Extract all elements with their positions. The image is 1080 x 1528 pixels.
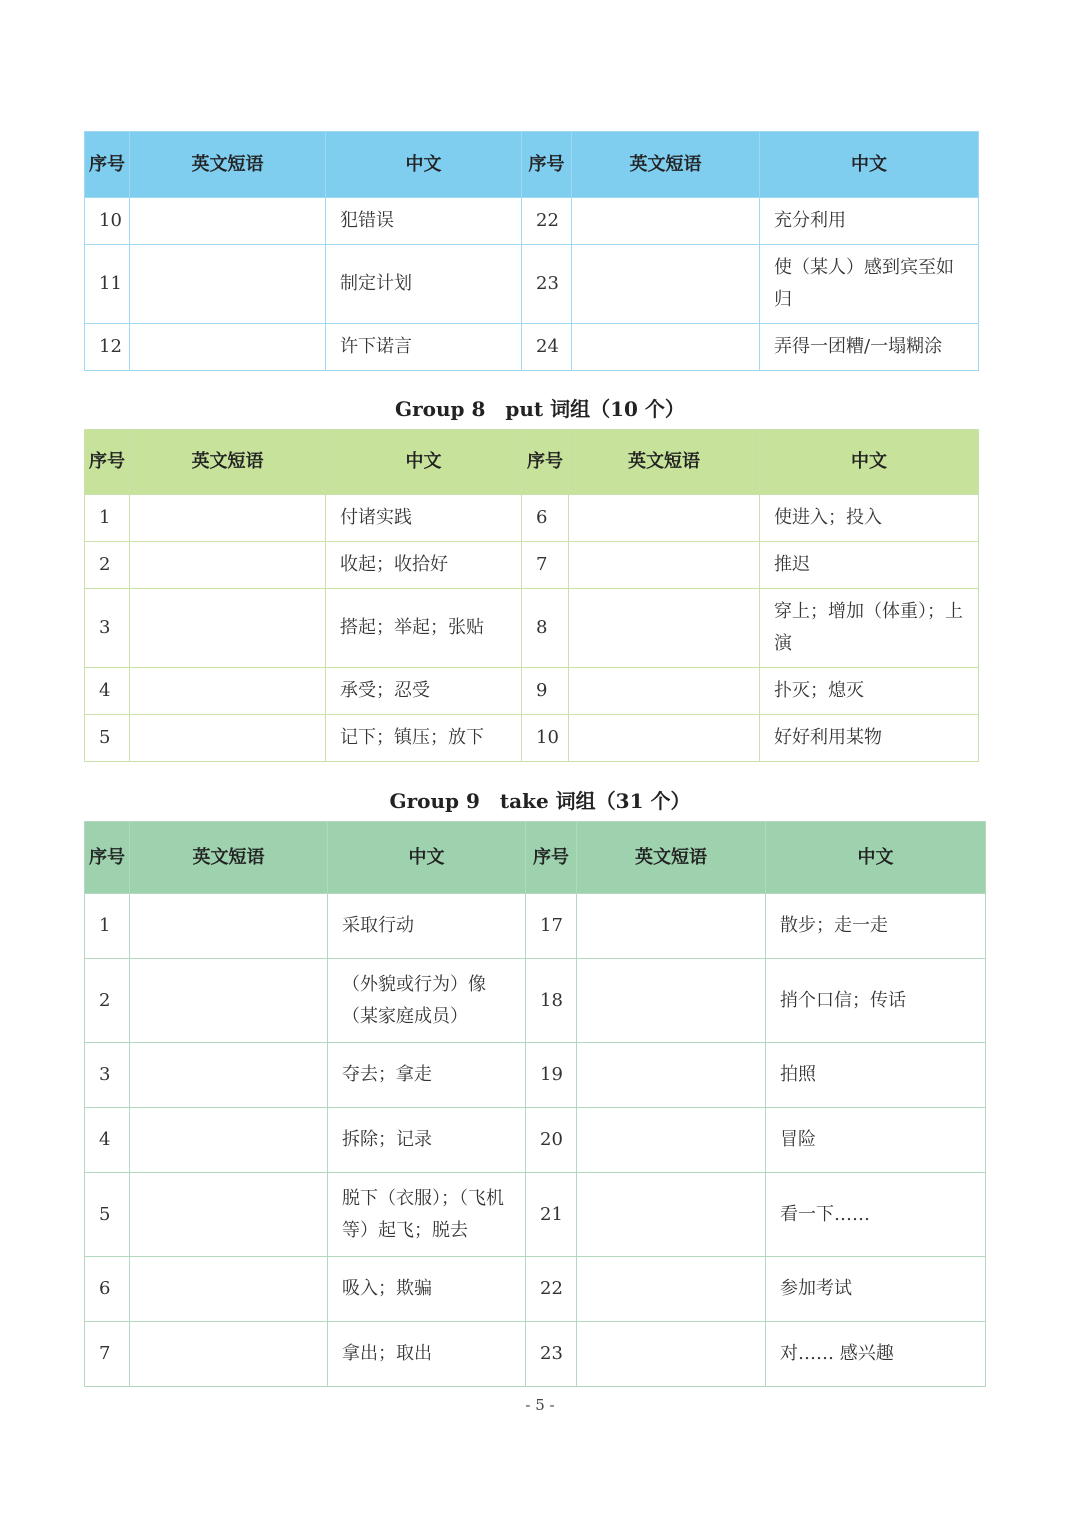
- english-phrase-cell: [572, 198, 760, 245]
- chinese-cell: 看一下……: [766, 1173, 986, 1257]
- chinese-cell: 制定计划: [326, 245, 522, 324]
- row-number: 4: [85, 668, 130, 715]
- table-row: [85, 198, 979, 245]
- english-phrase-cell: [130, 1322, 328, 1387]
- chinese-cell: 记下；镇压；放下: [326, 715, 522, 762]
- row-number: 22: [526, 1257, 577, 1322]
- row-number: 10: [85, 198, 130, 245]
- row-number: 4: [85, 1108, 130, 1173]
- table-row: [85, 1173, 986, 1257]
- chinese-cell: 参加考试: [766, 1257, 986, 1322]
- table-row: [85, 715, 979, 762]
- chinese-cell: 使（某人）感到宾至如归: [760, 245, 979, 324]
- row-number: 24: [522, 324, 572, 371]
- english-phrase-cell: [577, 1043, 766, 1108]
- row-number: 7: [522, 542, 569, 589]
- english-phrase-cell: [130, 668, 326, 715]
- row-number: 19: [526, 1043, 577, 1108]
- header-seq: 序号: [85, 132, 130, 198]
- chinese-cell: 冒险: [766, 1108, 986, 1173]
- header-chinese: 中文: [326, 132, 522, 198]
- chinese-cell: 脱下（衣服）；（飞机等）起飞；脱去: [328, 1173, 526, 1257]
- row-number: 10: [522, 715, 569, 762]
- row-number: 18: [526, 959, 577, 1043]
- row-number: 11: [85, 245, 130, 324]
- english-phrase-cell: [130, 495, 326, 542]
- chinese-cell: 对…… 感兴趣: [766, 1322, 986, 1387]
- english-phrase-cell: [569, 589, 760, 668]
- english-phrase-cell: [130, 245, 326, 324]
- page-number: - 5 -: [525, 1396, 555, 1414]
- table-row: [85, 668, 979, 715]
- chinese-cell: 扑灭；熄灭: [760, 668, 979, 715]
- english-phrase-cell: [130, 959, 328, 1043]
- header-chinese: 中文: [766, 822, 986, 894]
- table-row: [85, 324, 979, 371]
- english-phrase-cell: [577, 959, 766, 1043]
- header-english: 英文短语: [130, 430, 326, 495]
- chinese-cell: 使进入；投入: [760, 495, 979, 542]
- header-seq: 序号: [85, 430, 130, 495]
- chinese-cell: 拆除；记录: [328, 1108, 526, 1173]
- row-number: 20: [526, 1108, 577, 1173]
- english-phrase-cell: [572, 245, 760, 324]
- english-phrase-cell: [130, 589, 326, 668]
- english-phrase-cell: [130, 542, 326, 589]
- row-number: 17: [526, 894, 577, 959]
- header-seq: 序号: [522, 430, 569, 495]
- english-phrase-cell: [577, 894, 766, 959]
- header-english: 英文短语: [130, 132, 326, 198]
- english-phrase-cell: [569, 715, 760, 762]
- table-continued: [84, 131, 979, 371]
- header-english: 英文短语: [577, 822, 766, 894]
- row-number: 3: [85, 589, 130, 668]
- chinese-cell: 犯错误: [326, 198, 522, 245]
- header-chinese: 中文: [760, 132, 979, 198]
- header-seq: 序号: [526, 822, 577, 894]
- table-header-row: [85, 822, 986, 894]
- chinese-cell: 捎个口信；传话: [766, 959, 986, 1043]
- english-phrase-cell: [569, 495, 760, 542]
- header-english: 英文短语: [572, 132, 760, 198]
- chinese-cell: 搭起；举起；张贴: [326, 589, 522, 668]
- english-phrase-cell: [577, 1322, 766, 1387]
- row-number: 5: [85, 1173, 130, 1257]
- row-number: 6: [522, 495, 569, 542]
- chinese-cell: 穿上；增加（体重）；上演: [760, 589, 979, 668]
- english-phrase-cell: [572, 324, 760, 371]
- table-row: [85, 589, 979, 668]
- row-number: 1: [85, 495, 130, 542]
- chinese-cell: （外貌或行为）像（某家庭成员）: [328, 959, 526, 1043]
- row-number: 7: [85, 1322, 130, 1387]
- row-number: 1: [85, 894, 130, 959]
- table-header-row: [85, 132, 979, 198]
- row-number: 22: [522, 198, 572, 245]
- english-phrase-cell: [130, 1108, 328, 1173]
- english-phrase-cell: [577, 1108, 766, 1173]
- row-number: 9: [522, 668, 569, 715]
- header-english: 英文短语: [130, 822, 328, 894]
- english-phrase-cell: [130, 1257, 328, 1322]
- row-number: 23: [526, 1322, 577, 1387]
- chinese-cell: 夺去；拿走: [328, 1043, 526, 1108]
- table-row: [85, 894, 986, 959]
- english-phrase-cell: [130, 324, 326, 371]
- table-row: [85, 1257, 986, 1322]
- english-phrase-cell: [130, 1173, 328, 1257]
- chinese-cell: 弄得一团糟/一塌糊涂: [760, 324, 979, 371]
- header-seq: 序号: [522, 132, 572, 198]
- header-chinese: 中文: [328, 822, 526, 894]
- table-group-9: [84, 821, 986, 1387]
- row-number: 12: [85, 324, 130, 371]
- table-header-row: [85, 430, 979, 495]
- english-phrase-cell: [130, 198, 326, 245]
- table-row: [85, 1322, 986, 1387]
- header-chinese: 中文: [760, 430, 979, 495]
- chinese-cell: 付诸实践: [326, 495, 522, 542]
- chinese-cell: 推迟: [760, 542, 979, 589]
- table-group-8: [84, 429, 979, 762]
- english-phrase-cell: [577, 1173, 766, 1257]
- english-phrase-cell: [577, 1257, 766, 1322]
- table-row: [85, 542, 979, 589]
- table-row: [85, 1108, 986, 1173]
- group-9-title: Group 9 take 词组（31 个）: [389, 789, 691, 813]
- chinese-cell: 吸入；欺骗: [328, 1257, 526, 1322]
- chinese-cell: 拍照: [766, 1043, 986, 1108]
- chinese-cell: 充分利用: [760, 198, 979, 245]
- chinese-cell: 采取行动: [328, 894, 526, 959]
- chinese-cell: 承受；忍受: [326, 668, 522, 715]
- group-8-title: Group 8 put 词组（10 个）: [395, 397, 685, 421]
- english-phrase-cell: [569, 542, 760, 589]
- row-number: 3: [85, 1043, 130, 1108]
- row-number: 2: [85, 959, 130, 1043]
- row-number: 5: [85, 715, 130, 762]
- row-number: 21: [526, 1173, 577, 1257]
- row-number: 6: [85, 1257, 130, 1322]
- chinese-cell: 好好利用某物: [760, 715, 979, 762]
- row-number: 23: [522, 245, 572, 324]
- row-number: 2: [85, 542, 130, 589]
- row-number: 8: [522, 589, 569, 668]
- table-row: [85, 245, 979, 324]
- english-phrase-cell: [130, 894, 328, 959]
- table-row: [85, 959, 986, 1043]
- header-seq: 序号: [85, 822, 130, 894]
- english-phrase-cell: [130, 1043, 328, 1108]
- table-row: [85, 1043, 986, 1108]
- chinese-cell: 收起；收拾好: [326, 542, 522, 589]
- english-phrase-cell: [569, 668, 760, 715]
- chinese-cell: 散步；走一走: [766, 894, 986, 959]
- header-chinese: 中文: [326, 430, 522, 495]
- table-row: [85, 495, 979, 542]
- header-english: 英文短语: [569, 430, 760, 495]
- chinese-cell: 许下诺言: [326, 324, 522, 371]
- english-phrase-cell: [130, 715, 326, 762]
- chinese-cell: 拿出；取出: [328, 1322, 526, 1387]
